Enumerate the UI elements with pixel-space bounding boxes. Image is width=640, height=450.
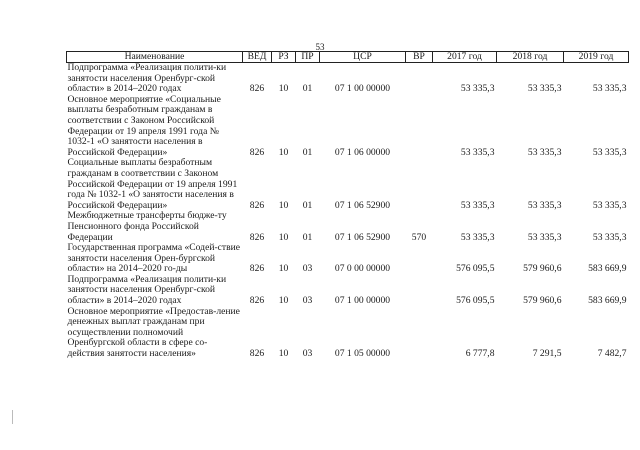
row-rz: 10 xyxy=(278,83,289,95)
row-rz: 10 xyxy=(278,146,289,158)
row-vr xyxy=(406,95,433,159)
row-csr: 07 0 00 00000 xyxy=(334,263,391,275)
row-2018: 53 335,3 xyxy=(527,146,562,158)
scan-edge-mark xyxy=(12,410,16,424)
table-header xyxy=(67,52,629,63)
row-csr: 07 1 00 00000 xyxy=(334,83,391,95)
row-name: Государственная программа «Содей-ствие занятости населения Орен-бургской области» на 2014–2020 го-ды xyxy=(67,242,241,275)
row-vr xyxy=(406,307,433,360)
row-csr: 07 1 06 52900 xyxy=(334,231,391,243)
row-2018: 579 960,6 xyxy=(523,263,562,275)
col-header-2019: 2019 год xyxy=(564,52,629,63)
row-vr: 570 xyxy=(411,231,427,243)
row-2018: 53 335,3 xyxy=(527,231,562,243)
row-2017: 53 335,3 xyxy=(460,83,495,95)
row-pr: 01 xyxy=(302,83,313,95)
col-header-ved: ВЕД xyxy=(243,52,272,63)
col-header-vr: ВР xyxy=(406,52,433,63)
row-ved: 826 xyxy=(249,146,265,158)
table-row xyxy=(67,63,629,95)
col-header-csr: ЦСР xyxy=(320,52,406,63)
row-2019: 53 335,3 xyxy=(592,231,627,243)
row-pr: 01 xyxy=(302,231,313,243)
table-row xyxy=(67,243,629,275)
row-2017: 53 335,3 xyxy=(460,199,495,211)
row-rz: 10 xyxy=(278,263,289,275)
row-rz: 10 xyxy=(278,348,289,360)
row-2017: 53 335,3 xyxy=(460,146,495,158)
row-pr: 03 xyxy=(302,263,313,275)
row-rz: 10 xyxy=(278,231,289,243)
row-2017: 6 777,8 xyxy=(465,348,495,360)
col-header-rz: РЗ xyxy=(272,52,296,63)
row-name: Социальные выплаты безработным гражданам в соответствии с Законом Российской Федерации от 19 апреля 1991 года № 1032-1 «О занятости населения в Российской Федерации» xyxy=(67,157,238,211)
row-csr: 07 1 05 00000 xyxy=(334,348,391,360)
row-name: Основное мероприятие «Предостав-ление денежных выплат гражданам при осуществлении полномочий Оренбургской области в сфере со-действия занятости населения» xyxy=(67,305,240,360)
row-name: Подпрограмма «Реализация полити-ки занятости населения Оренбург-ской области» в 2014–2020 годах xyxy=(67,62,227,95)
row-2019: 583 669,9 xyxy=(588,263,627,275)
row-vr xyxy=(406,63,433,95)
table-row xyxy=(67,307,629,360)
row-csr: 07 1 06 52900 xyxy=(334,199,391,211)
row-2019: 53 335,3 xyxy=(592,199,627,211)
row-2019: 53 335,3 xyxy=(592,83,627,95)
table-row xyxy=(67,158,629,211)
row-2019: 53 335,3 xyxy=(592,146,627,158)
row-2019: 7 482,7 xyxy=(597,348,627,360)
page-number: 53 xyxy=(315,42,325,52)
row-2018: 53 335,3 xyxy=(527,83,562,95)
row-ved: 826 xyxy=(249,348,265,360)
row-2017: 53 335,3 xyxy=(460,231,495,243)
col-header-name: Наименование xyxy=(67,52,243,63)
table-row xyxy=(67,95,629,159)
row-ved: 826 xyxy=(249,295,265,307)
row-2018: 53 335,3 xyxy=(527,199,562,211)
row-rz: 10 xyxy=(278,199,289,211)
row-2018: 7 291,5 xyxy=(532,348,562,360)
row-pr: 03 xyxy=(302,295,313,307)
row-ved: 826 xyxy=(249,83,265,95)
row-ved: 826 xyxy=(249,263,265,275)
row-pr: 01 xyxy=(302,199,313,211)
row-name: Межбюджетные трансферты бюдже-ту Пенсионного фонда Российской Федерации xyxy=(67,210,227,243)
row-pr: 01 xyxy=(302,146,313,158)
row-2019: 583 669,9 xyxy=(588,295,627,307)
row-csr: 07 1 06 00000 xyxy=(334,146,391,158)
budget-table xyxy=(66,51,629,360)
row-vr xyxy=(406,275,433,307)
row-vr xyxy=(406,158,433,211)
row-vr xyxy=(406,243,433,275)
row-pr: 03 xyxy=(302,348,313,360)
row-2017: 576 095,5 xyxy=(456,295,495,307)
col-header-pr: ПР xyxy=(296,52,320,63)
row-name: Подпрограмма «Реализация полити-ки занятости населения Оренбург-ской области» в 2014–2020 годах xyxy=(67,273,227,307)
row-2018: 579 960,6 xyxy=(523,295,562,307)
row-rz: 10 xyxy=(278,295,289,307)
col-header-2017: 2017 год xyxy=(433,52,497,63)
row-2017: 576 095,5 xyxy=(456,263,495,275)
table-row xyxy=(67,211,629,243)
row-csr: 07 1 00 00000 xyxy=(334,295,391,307)
row-ved: 826 xyxy=(249,199,265,211)
table-body xyxy=(67,63,629,360)
row-name: Основное мероприятие «Социальные выплаты безработным гражданам в соответствии с Законом Российской Федерации от 19 апреля 1991 года № 1032-1 «О занятости населения в Российской Федерации» xyxy=(67,93,221,158)
table-row xyxy=(67,275,629,307)
row-ved: 826 xyxy=(249,231,265,243)
col-header-2018: 2018 год xyxy=(497,52,564,63)
